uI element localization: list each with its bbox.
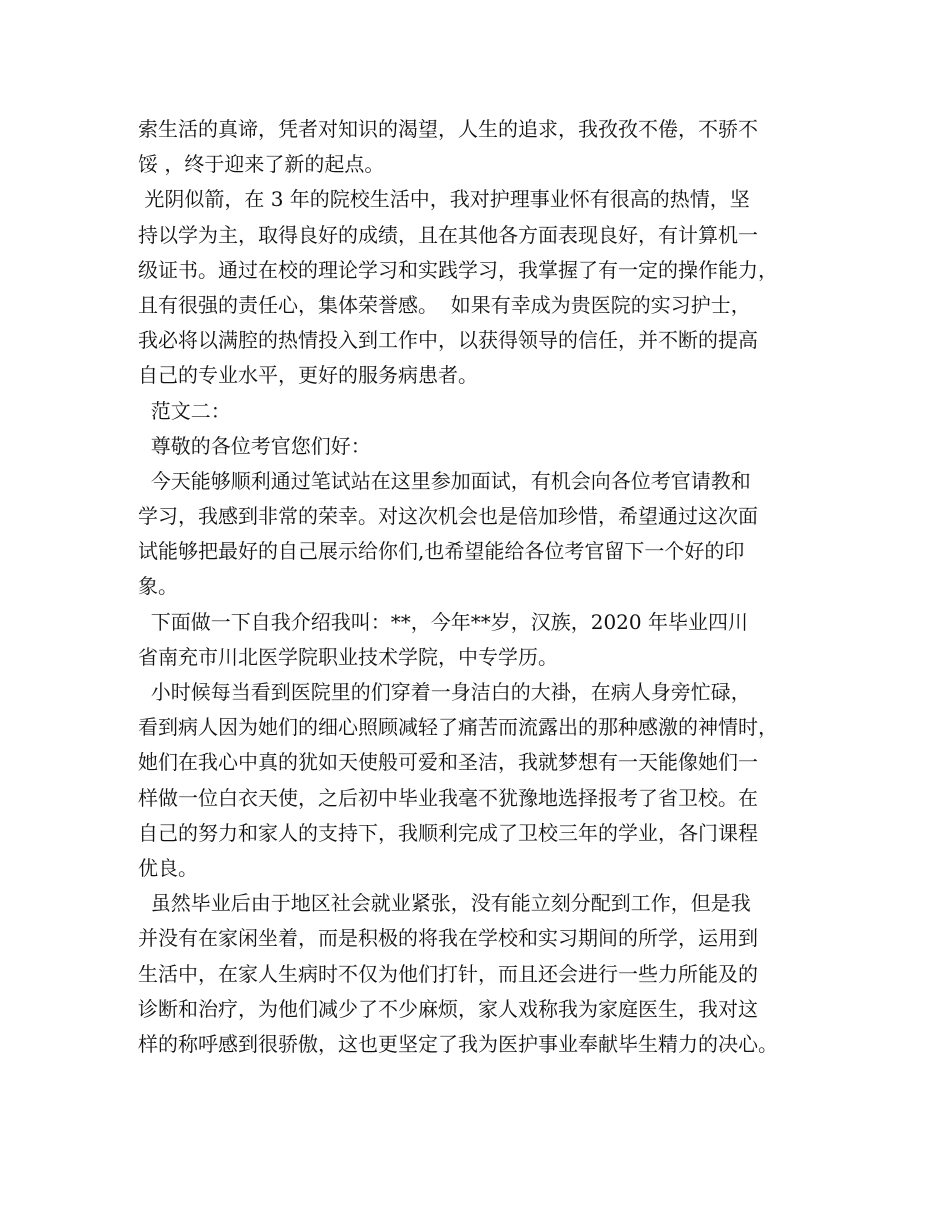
text-line: 且有很强的责任心，集体荣誉感。 如果有幸成为贵医院的实习护士， <box>138 292 751 317</box>
document-body <box>138 112 838 1062</box>
text-line: 馁 ，终于迎来了新的起点。 <box>138 152 385 177</box>
text-line: 优良。 <box>138 855 198 880</box>
text-line: 样的称呼感到很骄傲，这也更坚定了我为医护事业奉献毕生精力的决心。 <box>138 1031 778 1056</box>
text-line: 诊断和治疗，为他们减少了不少麻烦，家人戏称我为家庭医生，我对这 <box>138 996 758 1021</box>
text-line: 小时候每当看到医院里的们穿着一身洁白的大褂，在病人身旁忙碌， <box>138 680 751 704</box>
text-line: 样做一位白衣天使，之后初中毕业我毫不犹豫地选择报考了省卫校。在 <box>138 785 758 810</box>
text-line: 级证书。通过在校的理论学习和实践学习，我掌握了有一定的操作能力， <box>138 257 778 282</box>
text-line: 并没有在家闲坐着，而是积极的将我在学校和实习期间的所学，运用到 <box>138 926 758 951</box>
text-line: 自己的专业水平，更好的服务病患者。 <box>138 363 478 388</box>
text-line: 看到病人因为她们的细心照顾减轻了痛苦而流露出的那种感激的神情时， <box>138 715 778 740</box>
text-line: 索生活的真谛，凭者对知识的渴望，人生的追求，我孜孜不倦，不骄不 <box>138 117 758 141</box>
text-line: 省南充市川北医学院职业技术学院，中专学历。 <box>138 644 558 669</box>
text-line: 今天能够顺利通过笔试站在这里参加面试，有机会向各位考官请教和 <box>138 468 751 493</box>
salutation: 尊敬的各位考官您们好： <box>138 433 371 458</box>
text-line: 光阴似箭，在 3 年的院校生活中，我对护理事业怀有很高的热情，坚 <box>138 187 750 212</box>
text-line: 下面做一下自我介绍我叫：**，今年**岁，汉族，2020 年毕业四川 <box>138 609 748 634</box>
text-line: 她们在我心中真的犹如天使般可爱和圣洁，我就梦想有一天能像她们一 <box>138 750 758 775</box>
text-line: 象。 <box>138 574 178 599</box>
text-line: 学习，我感到非常的荣幸。对这次机会也是倍加珍惜，希望通过这次面 <box>138 504 758 529</box>
text-line: 自己的努力和家人的支持下，我顺利完成了卫校三年的学业，各门课程 <box>138 820 758 845</box>
text-line: 虽然毕业后由于地区社会就业紧张，没有能立刻分配到工作，但是我 <box>138 891 751 916</box>
section-heading: 范文二： <box>138 398 231 423</box>
text-line: 我必将以满腔的热情投入到工作中，以获得领导的信任，并不断的提高 <box>138 328 758 353</box>
text-line: 试能够把最好的自己展示给你们,也希望能给各位考官留下一个好的印 <box>138 539 745 564</box>
text-line: 生活中，在家人生病时不仅为他们打针，而且还会进行一些力所能及的 <box>138 961 758 986</box>
text-line: 持以学为主，取得良好的成绩，且在其他各方面表现良好，有计算机一 <box>138 222 758 247</box>
